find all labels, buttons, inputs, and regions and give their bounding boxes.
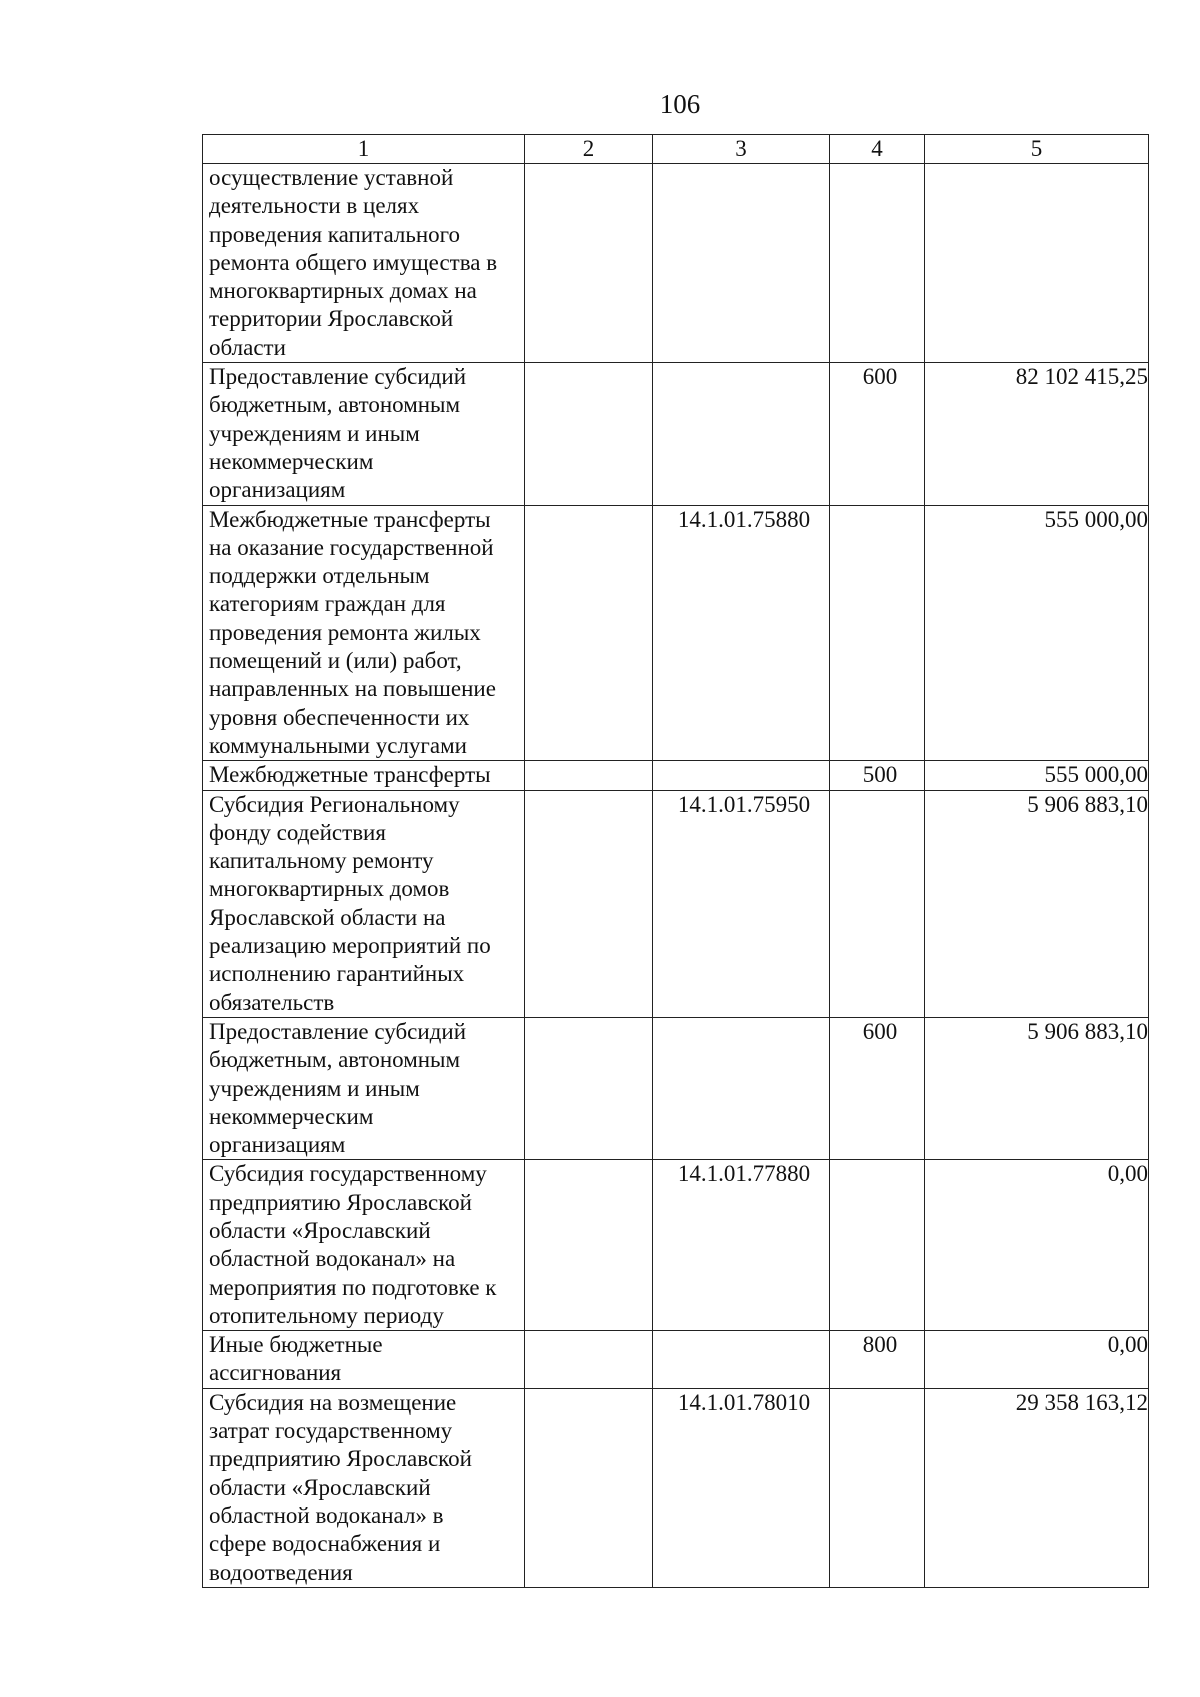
- table-row: [203, 1388, 1149, 1587]
- amount-cell: 0,00: [925, 1160, 1149, 1331]
- amount-cell: 5 906 883,10: [925, 790, 1149, 1017]
- column-2-cell: [525, 761, 653, 790]
- column-2-cell: [525, 1160, 653, 1331]
- expense-type-cell: 600: [830, 363, 925, 505]
- expense-type-cell: [830, 1388, 925, 1587]
- target-code-cell: [653, 164, 830, 363]
- table-row: [203, 505, 1149, 761]
- amount-cell: 555 000,00: [925, 761, 1149, 790]
- column-header-2: 2: [525, 135, 653, 164]
- table-row: [203, 164, 1149, 363]
- target-code-cell: 14.1.01.75880: [653, 505, 830, 761]
- target-code-cell: [653, 1331, 830, 1389]
- description-cell: Субсидия на возмещение затрат государственному предприятию Ярославской области «Ярославский областной водоканал» в сфере водоснабжения и водоотведения: [203, 1388, 525, 1587]
- column-header-4: 4: [830, 135, 925, 164]
- table-row: [203, 790, 1149, 1017]
- expense-type-cell: 800: [830, 1331, 925, 1389]
- page-number: 106: [659, 89, 701, 119]
- target-code-cell: [653, 363, 830, 505]
- expense-type-cell: [830, 164, 925, 363]
- table-row: [203, 363, 1149, 505]
- amount-cell: [925, 164, 1149, 363]
- expense-type-cell: [830, 790, 925, 1017]
- column-2-cell: [525, 363, 653, 505]
- description-cell: осуществление уставной деятельности в целях проведения капитального ремонта общего имущества в многоквартирных домах на территории Ярославской области: [203, 164, 525, 363]
- description-cell: Субсидия государственному предприятию Ярославской области «Ярославский областной водоканал» на мероприятия по подготовке к отопительному периоду: [203, 1160, 525, 1331]
- header-row: [203, 135, 1149, 164]
- expense-type-cell: 500: [830, 761, 925, 790]
- table-header: [203, 135, 1149, 164]
- column-header-3: 3: [653, 135, 830, 164]
- amount-cell: 29 358 163,12: [925, 1388, 1149, 1587]
- description-cell: Предоставление субсидий бюджетным, автономным учреждениям и иным некоммерческим организациям: [203, 363, 525, 505]
- target-code-cell: 14.1.01.78010: [653, 1388, 830, 1587]
- expense-type-cell: [830, 1160, 925, 1331]
- column-header-5: 5: [925, 135, 1149, 164]
- table-row: [203, 761, 1149, 790]
- column-2-cell: [525, 505, 653, 761]
- column-header-1: 1: [203, 135, 525, 164]
- amount-cell: 0,00: [925, 1331, 1149, 1389]
- table-body: [203, 164, 1149, 1588]
- expense-type-cell: 600: [830, 1017, 925, 1159]
- amount-cell: 555 000,00: [925, 505, 1149, 761]
- description-cell: Субсидия Региональному фонду содействия капитальному ремонту многоквартирных домов Ярославской области на реализацию мероприятий по исполнению гарантийных обязательств: [203, 790, 525, 1017]
- description-cell: Межбюджетные трансферты на оказание государственной поддержки отдельным категориям граждан для проведения ремонта жилых помещений и (или) работ, направленных на повышение уровня обеспеченности их коммунальными услугами: [203, 505, 525, 761]
- target-code-cell: [653, 761, 830, 790]
- description-cell: Предоставление субсидий бюджетным, автономным учреждениям и иным некоммерческим организациям: [203, 1017, 525, 1159]
- target-code-cell: 14.1.01.75950: [653, 790, 830, 1017]
- budget-table: [202, 134, 1149, 1588]
- column-2-cell: [525, 164, 653, 363]
- column-2-cell: [525, 1017, 653, 1159]
- column-2-cell: [525, 1331, 653, 1389]
- amount-cell: 82 102 415,25: [925, 363, 1149, 505]
- description-cell: Иные бюджетные ассигнования: [203, 1331, 525, 1389]
- column-2-cell: [525, 790, 653, 1017]
- table-row: [203, 1160, 1149, 1331]
- target-code-cell: [653, 1017, 830, 1159]
- table-row: [203, 1331, 1149, 1389]
- target-code-cell: 14.1.01.77880: [653, 1160, 830, 1331]
- column-2-cell: [525, 1388, 653, 1587]
- amount-cell: 5 906 883,10: [925, 1017, 1149, 1159]
- table-row: [203, 1017, 1149, 1159]
- description-cell: Межбюджетные трансферты: [203, 761, 525, 790]
- expense-type-cell: [830, 505, 925, 761]
